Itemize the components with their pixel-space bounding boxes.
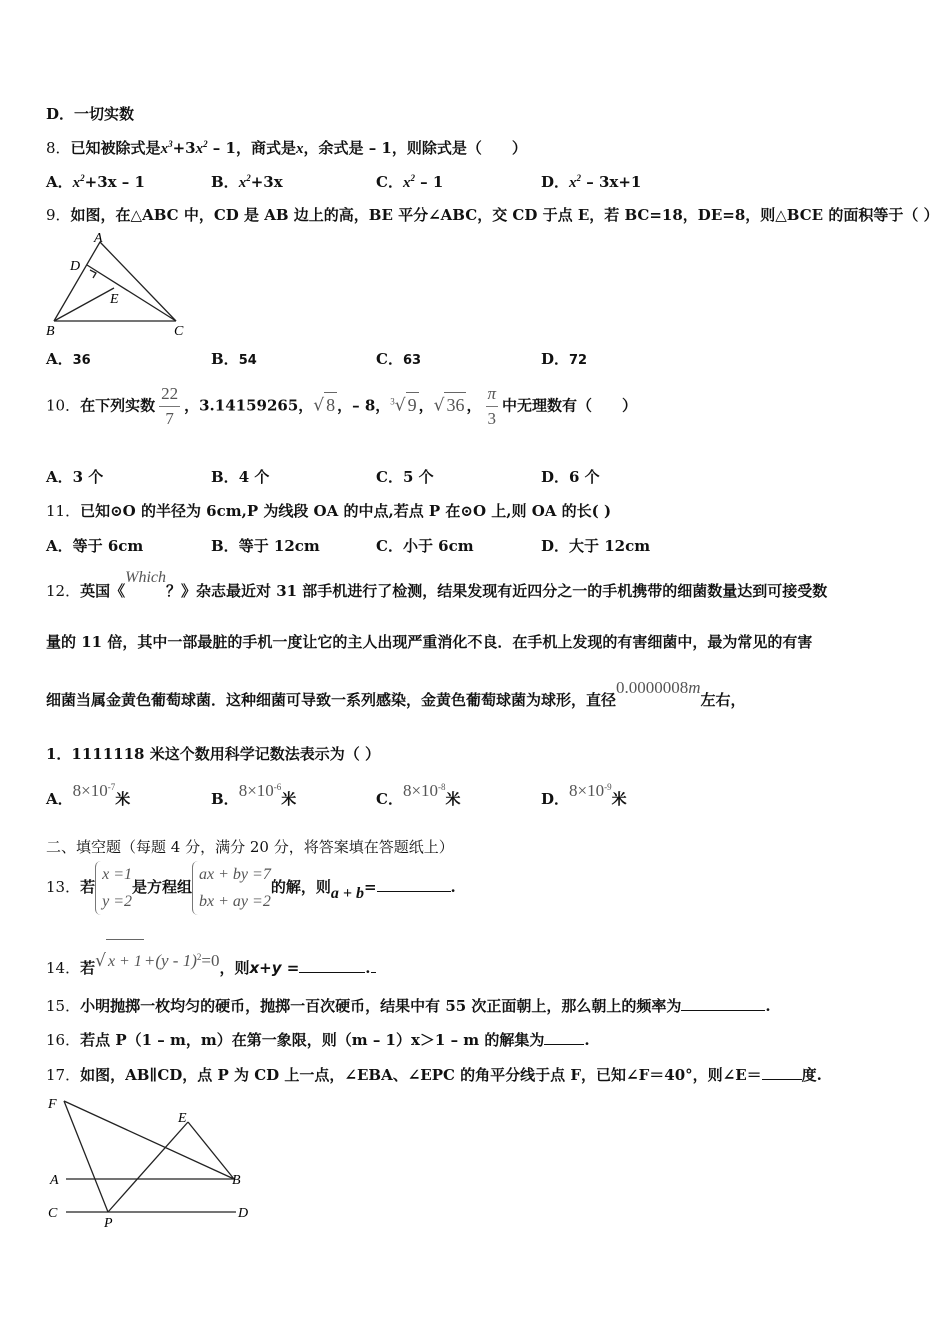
q17-label-e: E [178,1111,187,1126]
q10-cbrt-9: 9 [406,392,419,417]
q14-answer-blank[interactable] [299,972,365,973]
q14-expression: x+y = [249,959,300,977]
q9-option-c[interactable]: C．63 [376,350,422,368]
q12-stem-line-2: 量的 11 倍，其中一部最脏的手机一度让它的主人出现严重消化不良．在手机上发现的有害细菌中，最为常见的有害 [46,633,813,651]
q11-number: 11． [46,502,81,520]
q11-option-b[interactable]: B．等于 12cm [211,537,320,555]
q11-stem: 11．已知⊙O 的半径为 6cm,P 为线段 OA 的中点,若点 P 在⊙O 上,则 OA 的长( ) [46,502,612,520]
q12-number: 12． [46,582,81,600]
q9-label-a: A [94,232,103,246]
q8-option-d[interactable]: D．$x^2 - 3x+1$ [541,173,642,191]
q11-option-d[interactable]: D．大于 12cm [541,537,651,555]
q13-answer-blank[interactable] [377,891,451,892]
q10-fraction-pi-3: $\frac{\pi}{3}$ [487,384,497,428]
q9-label-b: B [46,324,55,338]
q13-stem: 13．若 x =1 y =2 是方程组 ax + by =7 bx + ay =2 的解，则a + b= . [46,858,456,917]
q17-label-d: D [238,1206,249,1221]
q13-equation-system: ax + by =7 bx + ay =2 [192,861,271,915]
q10-option-c[interactable]: C．5 个 [376,468,434,486]
q17-label-a: A [50,1173,59,1188]
q15-stem: 15．小明抛掷一枚均匀的硬币，抛掷一百次硬币，结果中有 55 次正面朝上，那么朝上的频率为 . [46,997,771,1015]
q10-stem: 10．在下列实数 $\frac{22}{7}$ ，3.14159265，√ 8 ，– 8，$^3$√ 9 ，√ 36 ， $\frac{\pi}{3}$ 中无理数有（ ） [46,382,637,431]
q8-option-a[interactable]: A．$x^2+3x - 1$ [46,173,145,191]
q14-number: 14． [46,959,81,977]
q8-option-b[interactable]: B．$x^2+3x$ [211,173,283,191]
q12-stem-line-1: 12．英国《Which？》杂志最近对 31 部手机进行了检测，结果发现有近四分之一的手机携带的细菌数量达到可接受数 [46,569,828,600]
q17-stem: 17．如图，AB∥CD，点 P 为 CD 上一点，∠EBA、∠EPC 的角平分线于点 F，已知∠F＝40°，则∠E＝ 度. [46,1066,822,1084]
q15-number: 15． [46,997,81,1015]
q15-answer-blank[interactable] [681,1010,765,1011]
q13-number: 13． [46,878,81,896]
q14-sqrt: x + 1 [106,939,144,984]
q17-label-c: C [48,1206,58,1221]
q14-stem: 14．若√ x + 1 +(y - 1)$^2$=0，则x+y = . [46,942,376,991]
q17-answer-blank[interactable] [762,1079,802,1080]
q11-option-a[interactable]: A．等于 6cm [46,537,144,555]
q10-fraction-22-7: $\frac{22}{7}$ [161,384,179,428]
q9-number: 9． [46,206,71,224]
q11-option-c[interactable]: C．小于 6cm [376,537,474,555]
section-2-header: 二、填空题（每题 4 分，满分 20 分，将答案填在答题纸上） [46,838,454,856]
q10-option-a[interactable]: A．3 个 [46,468,104,486]
q9-triangle-figure [44,232,194,338]
q12-stem-line-3: 细菌当属金黄色葡萄球菌．这种细菌可导致一系列感染，金黄色葡萄球菌为球形，直径0.0000008m左右， [46,678,746,709]
q16-stem: 16．若点 P（1 – m，m）在第一象限，则（m – 1）x＞1 – m 的解集为 . [46,1031,590,1049]
q12-diameter: 0.0000008 [616,678,689,697]
q9-label-e: E [110,292,119,307]
q16-number: 16． [46,1031,81,1049]
q17-label-f: F [48,1097,57,1112]
q10-option-d[interactable]: D．6 个 [541,468,600,486]
q17-parallel-lines-figure [44,1092,264,1232]
q8-quotient: x [295,141,304,157]
q9-stem: 9．如图，在△ABC 中，CD 是 AB 边上的高，BE 平分∠ABC，交 CD 于点 E，若 BC=18，DE=8，则△BCE 的面积等于（ ） [46,206,939,224]
q12-which: Which [125,569,166,586]
q12-option-d[interactable]: D．$8\times 10^{-9}$米 [541,781,627,808]
q10-sqrt-8: 8 [324,392,337,417]
q8-dividend: $x^3$ [160,139,173,157]
q9-label-c: C [174,324,184,338]
q10-sqrt-36: 36 [444,392,466,417]
q12-option-a[interactable]: A．$8\times 10^{-7}$米 [46,781,131,808]
q9-option-b[interactable]: B．54 [211,350,257,368]
q10-option-b[interactable]: B．4 个 [211,468,270,486]
q10-number: 10． [46,396,81,415]
q8-option-c[interactable]: C．$x^2 - 1$ [376,173,444,191]
q9-option-a[interactable]: A．36 [46,350,91,368]
q12-option-b[interactable]: B．$8\times 10^{-6}$米 [211,781,297,808]
q9-option-d[interactable]: D．72 [541,350,588,368]
q9-label-d: D [70,259,81,274]
q8-stem-pre: 已知被除式是 [70,139,161,157]
q8-stem: 8．已知被除式是$x^3+3x^2 - 1$，商式是x，余式是 – 1，则除式是（ ） [46,139,527,157]
q17-label-b: B [232,1173,241,1188]
q17-number: 17． [46,1066,81,1084]
q12-stem-line-4: 1．1111118 米这个数用科学记数法表示为（ ） [46,745,380,763]
q7-option-d: D．一切实数 [46,105,135,123]
q17-label-p: P [104,1216,113,1231]
q13-solution-system: x =1 y =2 [95,861,132,915]
q16-answer-blank[interactable] [544,1044,584,1045]
q12-option-c[interactable]: C．$8\times 10^{-8}$米 [376,781,461,808]
q8-number: 8． [46,139,71,157]
q13-expression: a + b [330,885,364,902]
